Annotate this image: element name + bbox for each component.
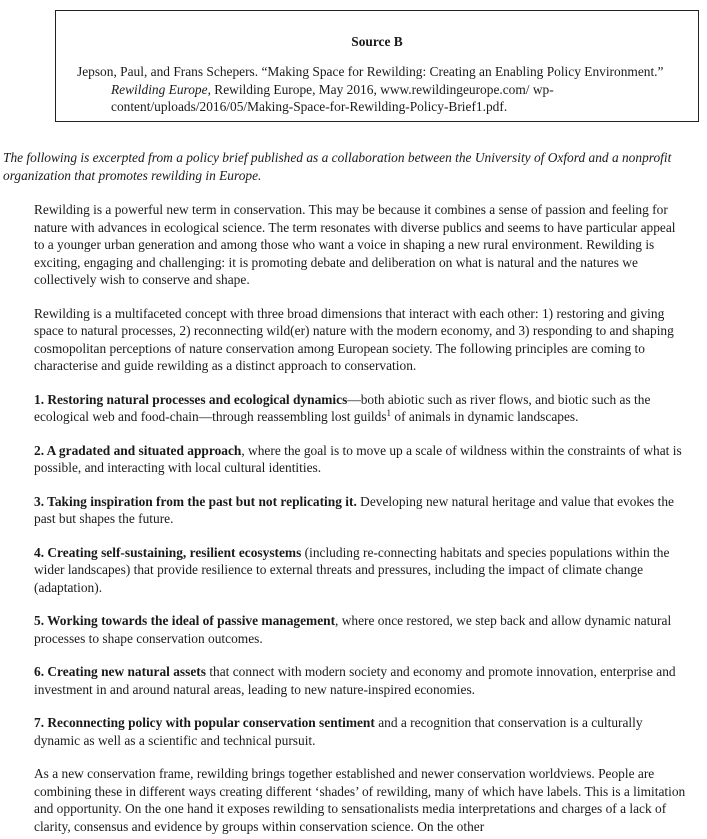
principle-lead: 7. Reconnecting policy with popular conservation sentiment [34,715,375,730]
principle-lead: 6. Creating new natural assets [34,664,206,679]
citation-journal: Rewilding Europe [111,81,208,97]
principle-2 [34,442,689,477]
principle-text: (including re-connecting habitats and species populations within the wider landscapes) that provide resilience to external threats and pressures, including the impact of climate change (adaptation). [34,544,670,595]
principle-lead: 1. Restoring natural processes and ecological dynamics [34,391,348,407]
source-title: Source B [351,34,403,49]
principle-text: and a recognition that conservation is a culturally dynamic as well as a scientific and technical pursuit. [34,715,643,748]
principle-lead: 3. Taking inspiration from the past but not replicating it. [34,493,357,509]
citation-authors: Jepson, Paul, and Frans Schepers. “Making Space for Rewilding: Creating an Enabling Policy Environment.” [77,64,664,79]
principle-text: , where the goal is to move up a scale of wildness within the constraints of what is possible, and interacting with local cultural identities. [34,442,682,475]
principle-lead: 2. A gradated and situated approach [34,442,242,458]
principle-3 [34,493,689,528]
principle-lead: 4. Creating self-sustaining, resilient ecosystems [34,544,302,560]
principle-lead: 5. Working towards the ideal of passive management [34,613,336,628]
principle-1 [34,391,689,426]
source-citation-box [55,10,699,122]
principle-text: Developing new natural heritage and value that evokes the past but shapes the future. [34,493,674,526]
principle-6 [34,663,689,698]
principle-text-cont: of animals in dynamic landscapes. [391,409,579,424]
citation [77,63,707,116]
citation-details: , Rewilding Europe, May 2016, www.rewildingeurope.com/ wp-content/uploads/2016/05/Making-Space-for-Rewilding-Policy-Brief1.pdf. [111,81,554,114]
intro-italic-note: The following is excerpted from a policy brief published as a collaboration between the University of Oxford and a nonprofit organization that promotes rewilding in Europe. [3,150,672,183]
footnote-marker: 1 [386,408,392,418]
excerpt-body [34,201,689,839]
principle-7 [34,714,689,749]
principle-text: , where once restored, we step back and allow dynamic natural processes to shape conservation outcomes. [34,613,672,646]
principle-5 [34,612,689,647]
principle-text: —both abiotic such as river flows, and biotic such as the ecological web and food-chain—through reassembling lost guilds [34,391,651,424]
paragraph-last: As a new conservation frame, rewilding brings together established and newer conservation worldviews. People are combining these in different ways creating different ‘shades’ of rewilding, many of which have labels. This is a limitation and opportunity. On the one hand it exposes rewilding to sensationalists media interpretations and charges of a lack of clarity, consensus and evidence by groups within conservation science. On the other [34,766,686,834]
principle-text: that connect with modern society and economy and promote innovation, enterprise and investment in and around natural areas, leading to new nature-inspired economies. [34,664,676,697]
paragraph-1: Rewilding is a powerful new term in conservation. This may be because it combines a sense of passion and feeling for nature with advances in ecological science. The term resonates with diverse publics and seems to have particular appeal to a younger urban generation and among those who want a voice in shaping a new rural environment. Rewilding is exciting, engaging and challenging: it is promoting debate and deliberation on what is natural and the natures we collectively wish to conserve and shape. [34,202,676,287]
paragraph-2: Rewilding is a multifaceted concept with three broad dimensions that interact with each other: 1) restoring and giving space to natural processes, 2) reconnecting wild(er) nature with the modern economy, and 3) responding to and shaping cosmopolitan perceptions of nature conservation among European society. The following principles are coming to characterise and guide rewilding as a distinct approach to conservation. [34,305,674,373]
principle-4 [34,544,689,597]
